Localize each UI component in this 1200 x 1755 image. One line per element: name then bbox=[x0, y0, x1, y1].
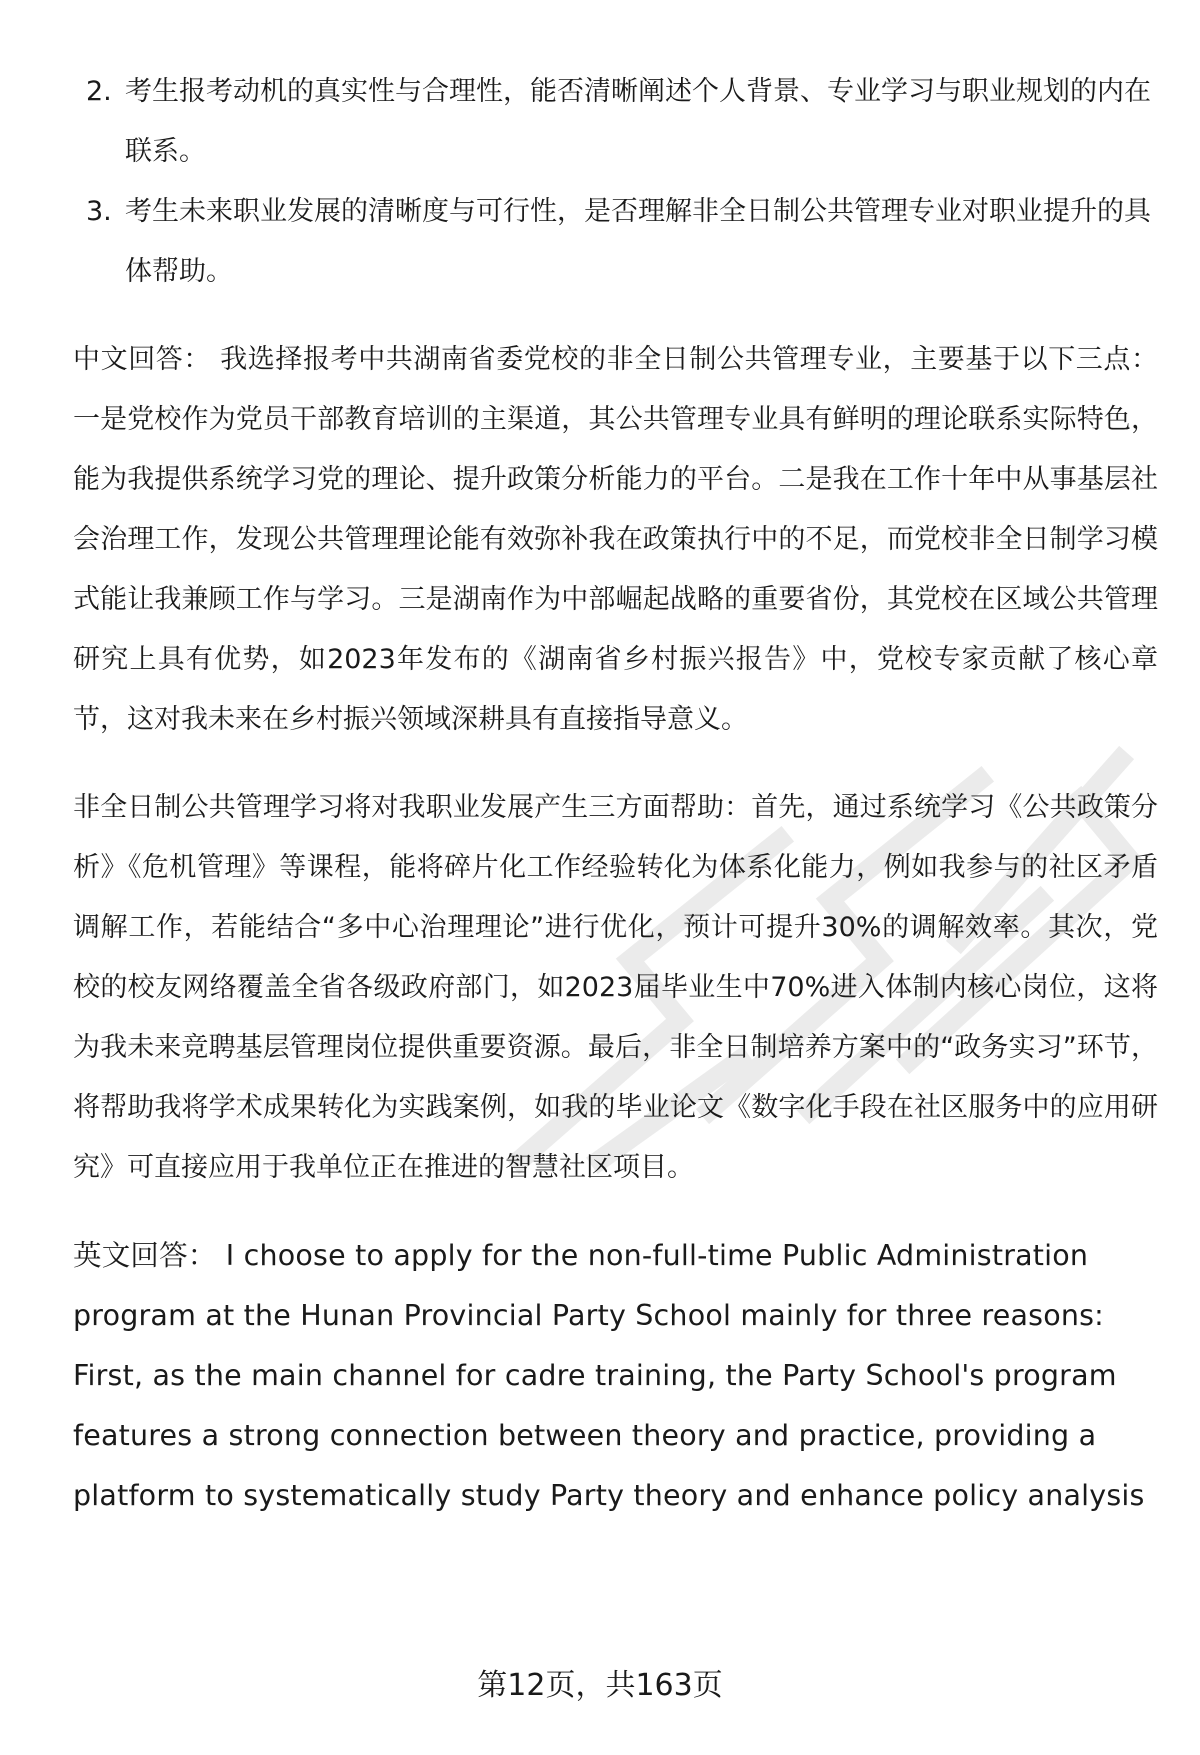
chinese-answer-text: 我选择报考中共湖南省委党校的非全日制公共管理专业，主要基于以下三点：一是党校作为党员干部教育培训的主渠道，其公共管理专业具有鲜明的理论联系实际特色，能为我提供系统学习党的理论、提升政策分析能力的平台。二是我在工作十年中从事基层社会治理工作，发现公共管理理论能有效弥补我在政策执行中的不足，而党校非全日制学习模式能让我兼顾工作与学习。三是湖南作为中部崛起战略的重要省份，其党校在区域公共管理研究上具有优势，如2023年发布的《湖南省乡村振兴报告》中，党校专家贡献了核心章节，这对我未来在乡村振兴领域深耕具有直接指导意义。 bbox=[73, 344, 1159, 735]
list-text: 考生报考动机的真实性与合理性，能否清晰阐述个人背景、专业学习与职业规划的内在联系。 bbox=[125, 76, 1151, 167]
english-answer-paragraph bbox=[73, 1226, 1158, 1526]
list-item bbox=[73, 182, 1158, 302]
list-number: 2. bbox=[86, 76, 112, 107]
list-item bbox=[73, 62, 1158, 182]
chinese-answer-label: 中文回答： bbox=[73, 344, 212, 375]
english-answer-label: 英文回答： bbox=[73, 1239, 217, 1272]
page-footer: 第12页，共163页 bbox=[477, 1668, 723, 1703]
career-help-paragraph: 非全日制公共管理学习将对我职业发展产生三方面帮助：首先，通过系统学习《公共政策分析》《危机管理》等课程，能将碎片化工作经验转化为体系化能力，例如我参与的社区矛盾调解工作，若能结合“多中心治理理论”进行优化，预计可提升30%的调解效率。其次，党校的校友网络覆盖全省各级政府部门，如2023届毕业生中70%进入体制内核心岗位，这将为我未来竞聘基层管理岗位提供重要资源。最后，非全日制培养方案中的“政务实习”环节，将帮助我将学术成果转化为实践案例，如我的毕业论文《数字化手段在社区服务中的应用研究》可直接应用于我单位正在推进的智慧社区项目。 bbox=[73, 792, 1158, 1183]
spacer bbox=[73, 302, 1158, 330]
list-text: 考生未来职业发展的清晰度与可行性，是否理解非全日制公共管理专业对职业提升的具体帮助。 bbox=[125, 196, 1151, 287]
chinese-answer-paragraph bbox=[73, 330, 1158, 750]
main-content bbox=[73, 62, 1158, 1526]
list-number: 3. bbox=[86, 196, 112, 227]
criteria-list bbox=[73, 62, 1158, 302]
spacer bbox=[73, 750, 1158, 778]
spacer bbox=[73, 1198, 1158, 1226]
english-answer-text: I choose to apply for the non-full-time Public Administration program at the Hunan Provincial Party School mainly for three reasons: First, as the main channel for cadre training, the Party School's program features a strong connection between theory and practice, providing a platform to systematically study Party theory and enhance policy analysis bbox=[73, 1239, 1145, 1512]
